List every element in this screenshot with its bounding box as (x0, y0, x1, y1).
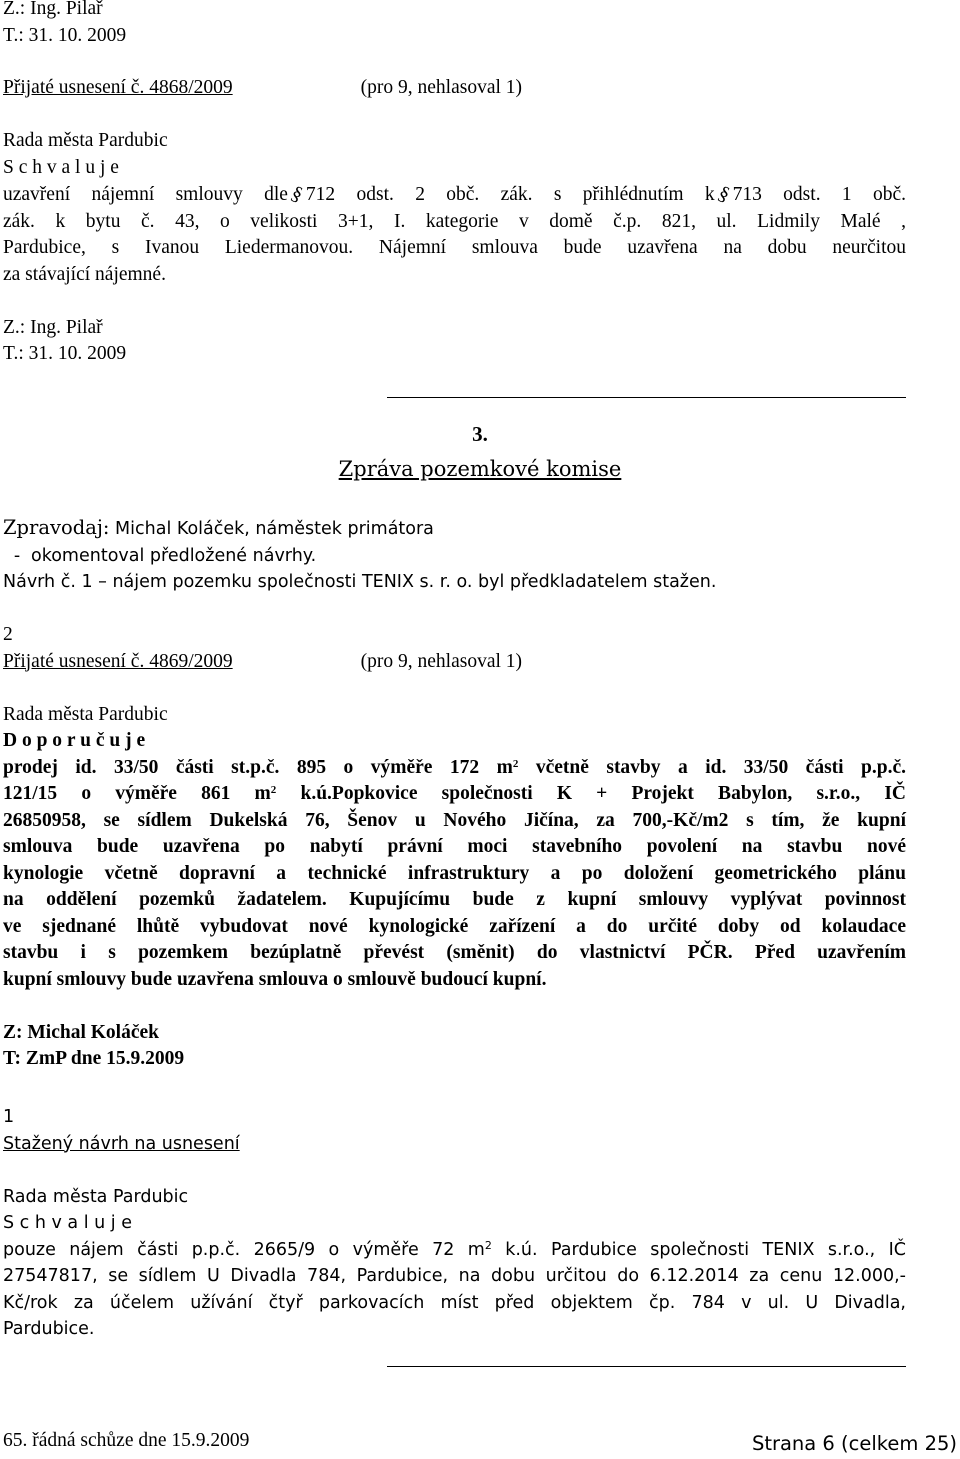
top-assignee-block (3, 0, 906, 49)
resolution-verb: S c h v a l u j e (3, 156, 119, 178)
section-divider (387, 1366, 906, 1367)
council-name: Rada města Pardubic (3, 130, 168, 151)
resolution-text-line: za stávající nájemné. (3, 263, 166, 285)
item-number: 1 (3, 1107, 15, 1127)
deadline: T: ZmP dne 15.9.2009 (3, 1048, 185, 1069)
resolution-text-line: Pardubice, s Ivanou Liedermanovou. Nájemní smlouva bude uzavřena na dobu neurčitou (3, 237, 906, 258)
withdrawn-note: Návrh č. 1 – nájem pozemku společnosti TENIX s. r. o. byl předkladatelem stažen. (3, 572, 717, 592)
resolution-text-line: 27547817, se sídlem U Divadla 784, Pardubice, na dobu určitou do 6.12.2014 za cenu 12.000,- (3, 1266, 906, 1286)
resolution-verb: S c h v a l u j e (3, 1213, 132, 1233)
deadline: T.: 31. 10. 2009 (3, 343, 127, 364)
resolution-number: Přijaté usnesení č. 4869/2009 (3, 650, 233, 672)
resolution-verb: D o p o r u č u j e (3, 730, 146, 751)
vote-result: (pro 9, nehlasoval 1) (360, 650, 523, 672)
reporter-label: Zpravodaj: (3, 516, 110, 539)
resolution-heading (3, 75, 906, 102)
section-divider (387, 397, 906, 398)
resolution-text-line: uzavření nájemní smlouvy dle§712 odst. 2 obč. zák. s přihlédnutím k§713 odst. 1 obč. (3, 181, 906, 207)
report-bullet: - okomentoval předložené návrhy. (13, 545, 317, 566)
footer-meeting-info: 65. řádná schůze dne 15.9.2009 (3, 1430, 250, 1451)
resolution-text-line: ve sjednané lhůtě vybudovat nové kynologické zařízení a do určité doby od kolaudace (3, 915, 906, 937)
responsible-person: Z.: Ing. Pilař (3, 0, 103, 19)
council-name: Rada města Pardubic (3, 703, 168, 725)
resolution-text-line: 26850958, se sídlem Dukelská 76, Šenov u Nového Jičína, za 700,-Kč/m2 s tím, že kupní (3, 809, 906, 831)
vote-result: (pro 9, nehlasoval 1) (360, 77, 523, 98)
section-report (3, 515, 906, 596)
resolution-text-line: kupní smlouvy bude uzavřena smlouva o smlouvě budoucí kupní. (3, 968, 547, 990)
council-name: Rada města Pardubic (3, 1186, 189, 1207)
section-title: Zpráva pozemkové komise (338, 457, 622, 481)
responsible-person: Z: Michal Koláček (3, 1021, 159, 1043)
section-number: 3. (472, 422, 488, 446)
responsible-person: Z.: Ing. Pilař (3, 316, 103, 338)
deadline: T.: 31. 10. 2009 (3, 24, 127, 46)
withdrawn-resolution (3, 1104, 906, 1343)
resolution-text-line: Pardubice. (3, 1319, 95, 1339)
resolution-text-line: prodej id. 33/50 části st.p.č. 895 o výměře 172 $m^2$ včetně stavby a id. 33/50 části p.p.č. (3, 756, 906, 778)
resolution-text-line: na oddělení pozemků žadatelem. Kupujícímu bude z kupní smlouvy vyplývat povinnost (3, 889, 906, 910)
resolution-text-line: Kč/rok za účelem užívání čtyř parkovacích míst před objektem čp. 784 v ul. U Divadla, (3, 1292, 906, 1313)
resolution-text-line: 121/15 o výměře 861 $m^2$ k.ú.Popkovice společnosti K + Projekt Babylon, s.r.o., IČ (3, 783, 907, 804)
resolution-number: Přijaté usnesení č. 4868/2009 (3, 77, 233, 98)
resolution-heading (3, 649, 906, 676)
resolution-4868 (3, 75, 906, 368)
resolution-text-line: zák. k bytu č. 43, o velikosti 3+1, I. kategorie v domě č.p. 821, ul. Lidmily Malé , (3, 210, 906, 232)
reporter-line (3, 515, 906, 543)
withdrawn-heading: Stažený návrh na usnesení (3, 1133, 240, 1154)
footer-page-number: Strana 6 (celkem 25) (751, 1432, 957, 1455)
item-number: 2 (3, 624, 13, 645)
resolution-4869 (3, 622, 906, 1073)
resolution-text-line: smlouva bude uzavřena po nabytí právní moci stavebního povolení na stavbu nové (3, 836, 906, 857)
resolution-text-line: kynologie včetně dopravní a technické infrastruktury a po doložení geometrického plánu (3, 862, 906, 884)
resolution-text-line: stavbu i s pozemkem bezúplatně převést (směnit) do vlastnictví PČR. Před uzavřením (3, 942, 906, 963)
reporter-name: Michal Koláček, náměstek primátora (115, 519, 434, 539)
resolution-text-line: pouze nájem části p.p.č. 2665/9 o výměře 72 $m^2$ k.ú. Pardubice společnosti TENIX s.r.o., IČ (3, 1238, 906, 1260)
